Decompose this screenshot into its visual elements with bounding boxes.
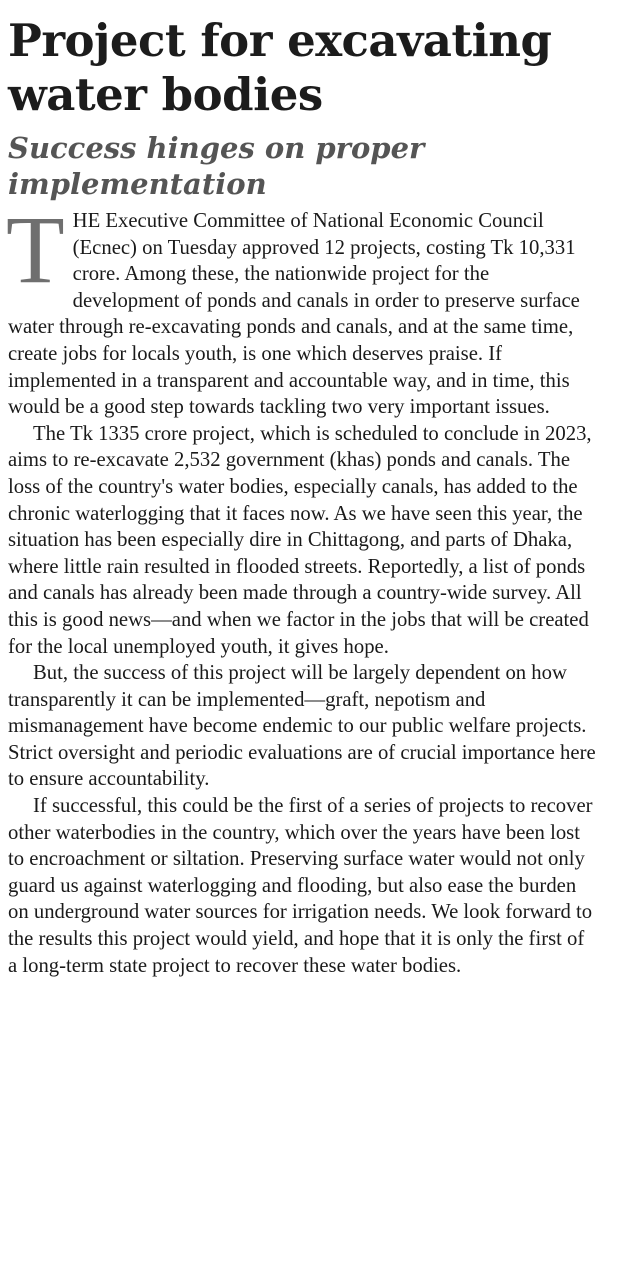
paragraph-1-text: HE Executive Committee of National Economic Council (Ecnec) on Tuesday approved 12 projects, costing Tk 10,331 crore. Among these, the nationwide project for the development of ponds and canals in order to preserve surface water through re-excavating ponds and canals, and at the same time, create jobs for locals youth, is one which deserves praise. If implemented in a transparent and accountable way, and in time, this would be a good step towards tackling two very important issues. bbox=[8, 210, 580, 419]
paragraph-2: The Tk 1335 crore project, which is scheduled to conclude in 2023, aims to re-excavate 2,532 government (khas) ponds and canals. The loss of the country's water bodies, especially canals, has added to the chronic waterlogging that it faces now. As we have seen this year, the situation has been especially dire in Chittagong, and parts of Dhaka, where little rain resulted in flooded streets. Reportedly, a list of ponds and canals has already been made through a country-wide survey. All this is good news—and when we factor in the jobs that will be created for the local unemployed youth, it gives hope. bbox=[8, 422, 592, 658]
subheadline: Success hinges on proper implementation bbox=[8, 131, 425, 201]
paragraph-1 bbox=[6, 196, 598, 421]
drop-cap: T bbox=[6, 196, 65, 303]
paragraph-4: If successful, this could be the first of a series of projects to recover other waterbodies in the country, which over the years have been lost to encroachment or siltation. Preserving surface water would not only guard us against waterlogging and flooding, but also ease the burden on underground water sources for irrigation needs. We look forward to the results this project would yield, and hope that it is only the first of a long-term state project to recover these water bodies. bbox=[8, 795, 593, 977]
editorial-article bbox=[8, 14, 598, 979]
headline: Project for excavating water bodies bbox=[8, 14, 552, 121]
article-body bbox=[6, 196, 598, 979]
paragraph-3: But, the success of this project will be largely dependent on how transparently it can be implemented—graft, nepotism and mismanagement have become endemic to our public welfare projects. Strict oversight and periodic evaluations are of crucial importance here to ensure accountability. bbox=[8, 662, 596, 791]
